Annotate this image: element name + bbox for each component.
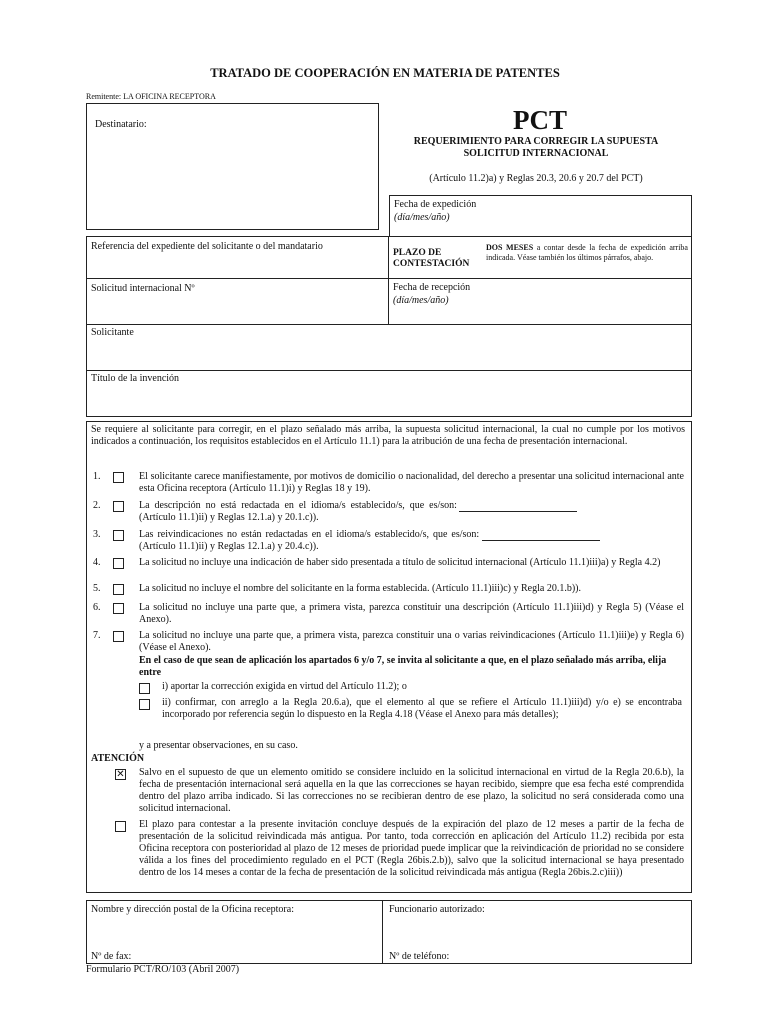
- item-2-text: [139, 500, 684, 524]
- application-number-box[interactable]: [86, 278, 389, 325]
- item-4-text: La solicitud no incluye una indicación de haber sido presentada a título de solicitud internacional (Artículo 11.1)iii)a) y Regla 4.2): [139, 557, 661, 568]
- item-6-checkbox[interactable]: [113, 603, 124, 614]
- form-identifier: Formulario PCT/RO/103 (Abril 2007): [86, 964, 240, 975]
- item-5-checkbox[interactable]: [113, 584, 124, 595]
- authorized-officer-box[interactable]: [382, 900, 692, 964]
- item-2-line2: (Artículo 11.1)ii) y Reglas 12.1.a) y 20.1.c)).: [139, 512, 319, 523]
- issue-date-label: Fecha de expedición: [394, 199, 477, 210]
- item-1-text: El solicitante carece manifiestamente, por motivos de domicilio o nacionalidad, del derecho a presentar una solicitud internacional ante esta Oficina receptora (Artículo 11.1)i) y Reglas 18 y 19).: [139, 471, 684, 494]
- fax-label: Nº de fax:: [91, 951, 132, 962]
- observations-text: y a presentar observaciones, en su caso.: [139, 740, 298, 751]
- attention-1-text: Salvo en el supuesto de que un elemento omitido se considere incluido en la solicitud internacional en virtud de la Regla 20.6.b), la fecha de presentación internacional será aquella en la que las correcciones se hayan recibido, siempre que esa fecha esté comprendida dentro del plazo arriba indicado. Si las correcciones no se recibieran dentro de ese plazo, la solicitud no será considerada como una solicitud internacional.: [139, 767, 684, 814]
- reference-label: Referencia del expediente del solicitante o del mandatario: [91, 241, 323, 252]
- receipt-date-format: (día/mes/año): [393, 295, 449, 306]
- item-6-text: La solicitud no incluye una parte que, a primera vista, parezca constituir una descripción (Artículo 11.1)iii)d) y Regla 5) (Véase el Anexo).: [139, 602, 684, 625]
- item-number: 4.: [93, 557, 101, 568]
- item-2-language-field[interactable]: [459, 501, 577, 512]
- applicant-label: Solicitante: [91, 327, 134, 338]
- option-ii-checkbox[interactable]: [139, 699, 150, 710]
- item-number: 3.: [93, 529, 101, 540]
- option-i-checkbox[interactable]: [139, 683, 150, 694]
- invention-title-box[interactable]: [86, 370, 692, 417]
- receipt-date-label: Fecha de recepción: [393, 282, 471, 293]
- attention-2-checkbox[interactable]: [115, 821, 126, 832]
- authorized-officer-label: Funcionario autorizado:: [389, 904, 485, 915]
- item-number: 7.: [93, 630, 101, 641]
- reference-box[interactable]: [86, 236, 389, 279]
- item-5-text: La solicitud no incluye el nombre del solicitante en la forma establecida. (Artículo 11.1)iii)c) y Regla 20.1.b)).: [139, 583, 581, 594]
- reply-deadline-text: [486, 243, 688, 263]
- application-number-label: Solicitud internacional Nº: [91, 283, 195, 294]
- item-3-text: [139, 529, 684, 553]
- reply-deadline-label: PLAZO DE CONTESTACIÓN: [393, 248, 470, 269]
- receiving-office-box[interactable]: [86, 900, 383, 964]
- reply-deadline-period: DOS MESES: [486, 243, 534, 252]
- attention-2-text: El plazo para contestar a la presente invitación concluye después de la expiración del plazo de 12 meses a partir de la fecha de presentación de la solicitud reivindicada más antigua. Por tanto, toda corrección en aplicación del Artículo 11.2) recibida por esta Oficina receptora con posterioridad al plazo de 12 meses de prioridad puede implicar que la reivindicación de prioridad no se considere válida a los fines del procedimiento regulado en el PCT (Regla 26bis.2.b)), salvo que la solicitud internacional se haya presentado dentro de los 14 meses a contar de la fecha de presentación de la solicitud reivindicada más antigua (Regla 26bis.2.c)iii)): [139, 819, 684, 878]
- receiving-office-label: Nombre y dirección postal de la Oficina receptora:: [91, 904, 294, 915]
- issue-date-box[interactable]: [389, 195, 692, 237]
- item-3-language-field[interactable]: [482, 530, 600, 541]
- item-7-text: La solicitud no incluye una parte que, a primera vista, parezca constituir una o varias reivindicaciones (Artículo 11.1)iii)e) y Regla 6) (Véase el Anexo).: [139, 630, 684, 653]
- addressee-label: Destinatario:: [95, 119, 147, 130]
- item-number: 2.: [93, 500, 101, 511]
- invention-title-label: Título de la invención: [91, 373, 180, 384]
- item-3-line1: Las reivindicaciones no están redactadas en el idioma/s establecido/s, que es/son:: [139, 529, 480, 540]
- item-1-checkbox[interactable]: [113, 472, 124, 483]
- intro-paragraph: Se requiere al solicitante para corregir, en el plazo señalado más arriba, la supuesta solicitud internacional, la cual no cumple por los motivos indicados a continuación, los requisitos establecidos en el Artículo 11.1) para la atribución de una fecha de presentación internacional.: [91, 424, 685, 447]
- item-2-line1: La descripción no está redactada en el idioma/s establecido/s, que es/son:: [139, 500, 457, 511]
- attention-heading: ATENCIÓN: [91, 753, 145, 764]
- item-number: 5.: [93, 583, 101, 594]
- items-6-7-note: En el caso de que sean de aplicación los apartados 6 y/o 7, se invita al solicitante a que, en el plazo señalado más arriba, elija entre: [139, 655, 667, 678]
- attention-1-checkbox[interactable]: ✕: [116, 769, 125, 780]
- item-3-line2: (Artículo 11.1)ii) y Reglas 12.1.a) y 20.4.c)).: [139, 541, 319, 552]
- item-4-checkbox[interactable]: [113, 558, 124, 569]
- item-3-checkbox[interactable]: [113, 530, 124, 541]
- requirements-box: [86, 421, 692, 893]
- receipt-date-box[interactable]: [388, 278, 692, 325]
- issue-date-format: (día/mes/año): [394, 212, 450, 223]
- item-7-checkbox[interactable]: [113, 631, 124, 642]
- addressee-box[interactable]: [86, 103, 379, 230]
- form-title: REQUERIMIENTO PARA CORREGIR LA SUPUESTA SOLICITUD INTERNACIONAL: [413, 136, 659, 159]
- option-ii-text: ii) confirmar, con arreglo a la Regla 20.6.a), que el elemento al que se refiere el Artículo 11.1)iii)d) y/o e) se encontraba incorporado por referencia según lo dispuesto en la Regla 4.18 (Véase el Anexo para más detalles);: [162, 697, 682, 720]
- item-number: 1.: [93, 471, 101, 482]
- item-2-checkbox[interactable]: [113, 501, 124, 512]
- sender-line: Remitente: LA OFICINA RECEPTORA: [86, 92, 216, 101]
- legal-basis: (Artículo 11.2)a) y Reglas 20.3, 20.6 y 20.7 del PCT): [429, 173, 643, 184]
- applicant-box[interactable]: [86, 324, 692, 371]
- option-i-text: i) aportar la corrección exigida en virtud del Artículo 11.2); o: [162, 681, 407, 692]
- pct-logo-text: PCT: [513, 105, 567, 135]
- item-number: 6.: [93, 602, 101, 613]
- reply-deadline-box: [388, 236, 692, 279]
- reply-deadline-detail: a contar desde la fecha de expedición arriba indicada. Véase también los últimos párrafos, abajo.: [486, 243, 688, 262]
- telephone-label: Nº de teléfono:: [389, 951, 450, 962]
- document-title: TRATADO DE COOPERACIÓN EN MATERIA DE PATENTES: [210, 66, 560, 80]
